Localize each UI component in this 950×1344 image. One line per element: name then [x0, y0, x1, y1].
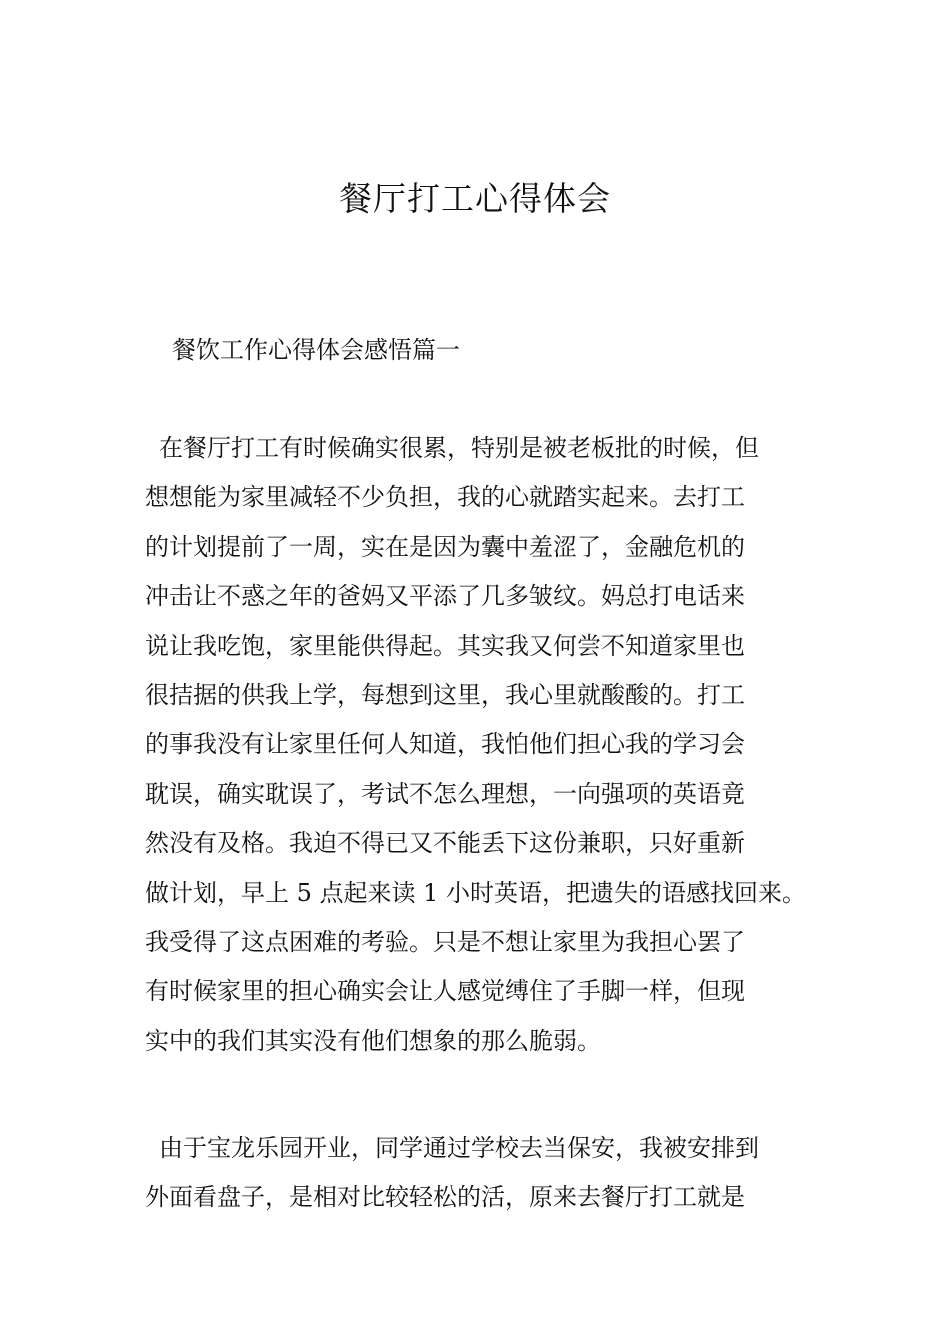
paragraph-line: 在餐厅打工有时候确实很累，特别是被老板批的时候，但	[159, 434, 759, 462]
paragraph-line: 说让我吃饱，家里能供得起。其实我又何尝不知道家里也	[145, 631, 745, 660]
paragraph-line: 实中的我们其实没有他们想象的那么脆弱。	[145, 1026, 601, 1055]
paragraph-line: 想想能为家里减轻不少负担，我的心就踏实起来。去打工	[145, 483, 745, 512]
paragraph-line: 由于宝龙乐园开业，同学通过学校去当保安，我被安排到	[159, 1134, 759, 1162]
paragraph-line: 我受得了这点困难的考验。只是不想让家里为我担心罢了	[145, 927, 745, 956]
section-heading: 餐饮工作心得体会感悟篇一	[172, 336, 460, 364]
paragraph-line: 的事我没有让家里任何人知道，我怕他们担心我的学习会	[145, 730, 745, 759]
paragraph-line: 然没有及格。我迫不得已又不能丢下这份兼职，只好重新	[145, 829, 745, 858]
paragraph-1	[145, 424, 817, 1066]
paragraph-line: 耽误，确实耽误了，考试不怎么理想，一向强项的英语竟	[145, 779, 745, 808]
paragraph-2	[145, 1124, 817, 1223]
paragraph-line: 很拮据的供我上学，每想到这里，我心里就酸酸的。打工	[145, 680, 745, 709]
paragraph-line: 做计划，早上 5 点起来读 1 小时英语，把遗失的语感找回来。	[145, 878, 807, 907]
document-title: 餐厅打工心得体会	[339, 179, 611, 218]
paragraph-line: 外面看盘子，是相对比较轻松的活，原来去餐厅打工就是	[145, 1183, 745, 1212]
paragraph-line: 有时候家里的担心确实会让人感觉缚住了手脚一样，但现	[145, 977, 745, 1006]
paragraph-line: 冲击让不惑之年的爸妈又平添了几多皱纹。妈总打电话来	[145, 582, 745, 611]
paragraph-line: 的计划提前了一周，实在是因为囊中羞涩了，金融危机的	[145, 532, 745, 561]
